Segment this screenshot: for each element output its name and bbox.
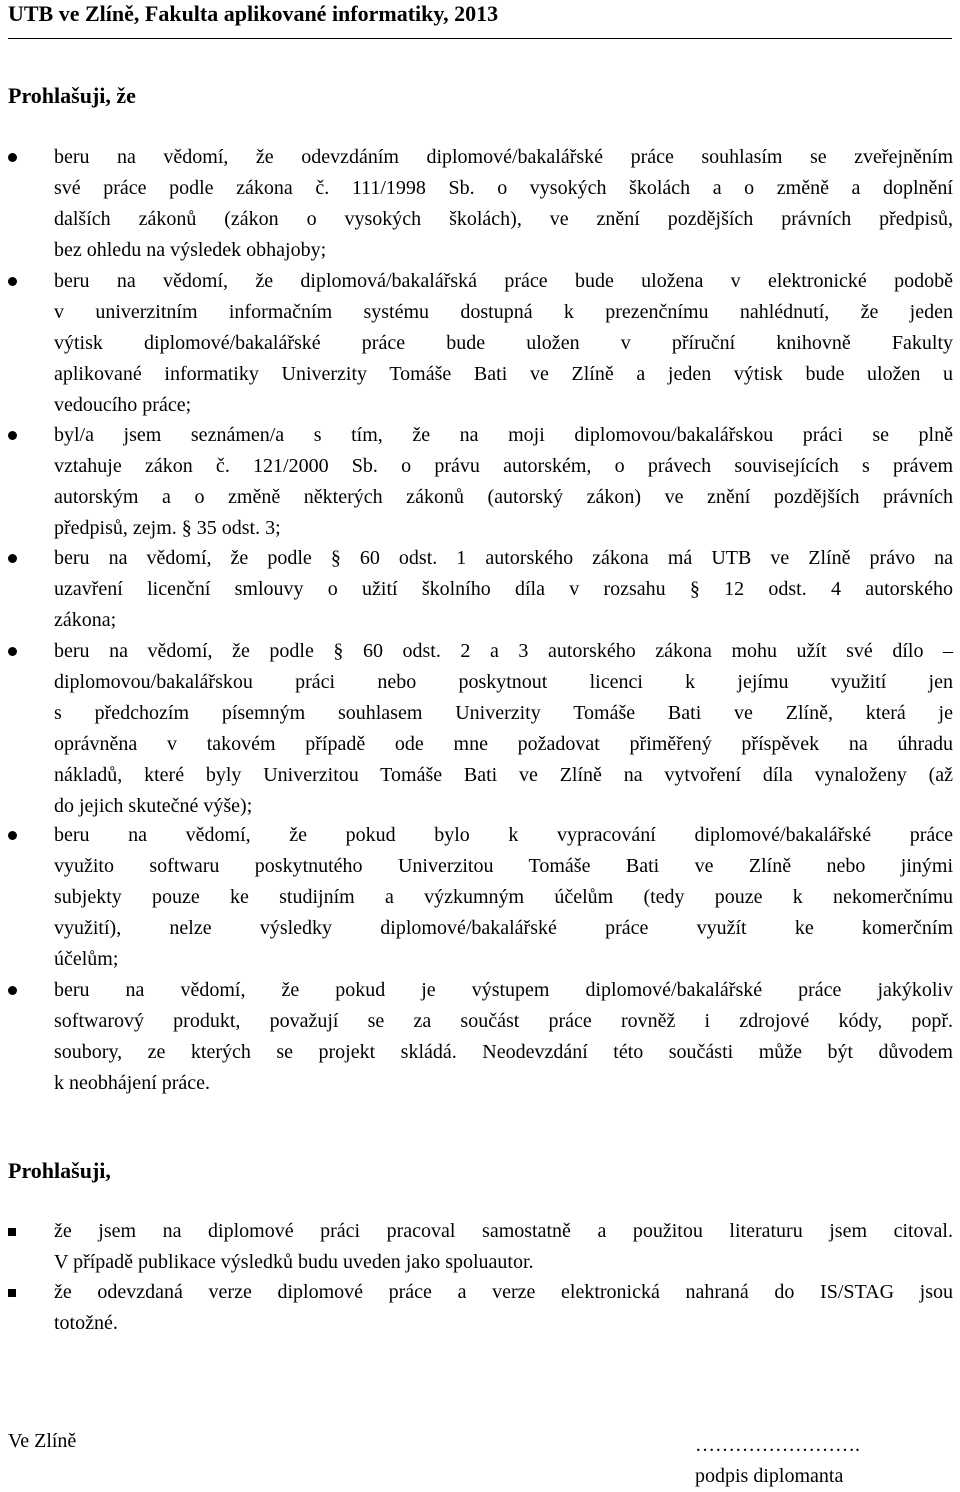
text-line: s předchozím písemným souhlasem Univerzity Tomáše Bati ve Zlíně, která je xyxy=(54,702,953,724)
text-line: aplikované informatiky Univerzity Tomáše Bati ve Zlíně a jeden výtisk bude uložen u xyxy=(54,363,953,385)
text-line: v univerzitním informačním systému dostupná k prezenčnímu nahlédnutí, že jeden xyxy=(54,301,953,323)
text-line: předpisů, zejm. § 35 odst. 3; xyxy=(54,517,281,539)
text-line: využití), nelze výsledky diplomové/bakalářské práce využít ke komerčním xyxy=(54,917,953,939)
text-line: že odevzdaná verze diplomové práce a verze elektronická nahraná do IS/STAG jsou xyxy=(54,1281,953,1303)
square-bullet-icon xyxy=(8,1289,16,1297)
list-item xyxy=(54,820,953,975)
text-line: totožné. xyxy=(54,1312,118,1334)
list-item xyxy=(54,1216,953,1278)
signature-line: ……………………. xyxy=(695,1434,860,1456)
signature-block xyxy=(695,1430,860,1492)
text-line: softwarový produkt, považují se za součást práce rovněž i zdrojové kódy, popř. xyxy=(54,1010,953,1032)
text-line: výtisk diplomové/bakalářské práce bude uložen v příruční knihovně Fakulty xyxy=(54,332,953,354)
list-item xyxy=(54,543,953,636)
text-line: V případě publikace výsledků budu uveden jako spoluautor. xyxy=(54,1251,534,1273)
text-line: k neobhájení práce. xyxy=(54,1072,211,1094)
bullet-icon xyxy=(8,986,17,995)
text-line: oprávněna v takovém případě ode mne požadovat přiměřený příspěvek na úhradu xyxy=(54,733,953,755)
text-line: autorským a o změně některých zákonů (autorský zákon) ve znění pozdějších právních xyxy=(54,486,953,508)
text-line: beru na vědomí, že diplomová/bakalářská práce bude uložena v elektronické podobě xyxy=(54,270,953,292)
list-item xyxy=(54,142,953,266)
bullet-icon xyxy=(8,431,17,440)
text-line: své práce podle zákona č. 111/1998 Sb. o vysokých školách a o změně a doplnění xyxy=(54,177,953,199)
bullet-icon xyxy=(8,554,17,563)
bullet-icon xyxy=(8,647,17,656)
text-line: že jsem na diplomové práci pracoval samostatně a použitou literaturu jsem citoval. xyxy=(54,1220,953,1242)
page-header-title: UTB ve Zlíně, Fakulta aplikované informatiky, 2013 xyxy=(8,1,499,26)
text-line: zákona; xyxy=(54,609,117,631)
text-line: účelům; xyxy=(54,948,119,970)
text-line: diplomovou/bakalářskou práci nebo poskytnout licenci k jejímu využití jen xyxy=(54,671,953,693)
signature-label: podpis diplomanta xyxy=(695,1465,844,1487)
text-line: beru na vědomí, že podle § 60 odst. 2 a 3 autorského zákona mohu užít své dílo – xyxy=(54,640,953,662)
text-line: soubory, ze kterých se projekt skládá. Neodevzdání této součásti může být důvodem xyxy=(54,1041,953,1063)
text-line: vztahuje zákon č. 121/2000 Sb. o právu autorském, o právech souvisejících s právem xyxy=(54,455,953,477)
bullet-icon xyxy=(8,153,17,162)
text-line: beru na vědomí, že odevzdáním diplomové/bakalářské práce souhlasím se zveřejněním xyxy=(54,146,953,168)
list-item xyxy=(54,266,953,421)
text-line: vedoucího práce; xyxy=(54,394,192,416)
page-header xyxy=(8,0,952,39)
bullet-icon xyxy=(8,277,17,286)
text-line: beru na vědomí, že pokud je výstupem diplomové/bakalářské práce jakýkoliv xyxy=(54,979,953,1001)
bullet-icon xyxy=(8,831,17,840)
text-line: subjekty pouze ke studijním a výzkumným účelům (tedy pouze k nekomerčnímu xyxy=(54,886,953,908)
square-bullet-icon xyxy=(8,1228,16,1236)
text-line: beru na vědomí, že pokud bylo k vypracování diplomové/bakalářské práce xyxy=(54,824,953,846)
declaration-heading: Prohlašuji, že xyxy=(8,83,136,108)
list-item xyxy=(54,420,953,544)
text-line: byl/a jsem seznámen/a s tím, že na moji diplomovou/bakalářskou práci se plně xyxy=(54,424,953,446)
text-line: nákladů, které byly Univerzitou Tomáše Bati ve Zlíně na vytvoření díla vynaloženy (až xyxy=(54,764,953,786)
text-line: uzavření licenční smlouvy o užití školního díla v rozsahu § 12 odst. 4 autorského xyxy=(54,578,953,600)
list-item xyxy=(54,636,953,822)
text-line: do jejich skutečné výše); xyxy=(54,795,253,817)
place-label: Ve Zlíně xyxy=(8,1430,77,1452)
text-line: dalších zákonů (zákon o vysokých školách), ve znění pozdějších právních předpisů, xyxy=(54,208,953,230)
text-line: využito softwaru poskytnutého Univerzitou Tomáše Bati ve Zlíně nebo jinými xyxy=(54,855,953,877)
text-line: bez ohledu na výsledek obhajoby; xyxy=(54,239,327,261)
list-item xyxy=(54,1277,953,1339)
text-line: beru na vědomí, že podle § 60 odst. 1 autorského zákona má UTB ve Zlíně právo na xyxy=(54,547,953,569)
second-declaration-heading: Prohlašuji, xyxy=(8,1158,111,1183)
list-item xyxy=(54,975,953,1099)
